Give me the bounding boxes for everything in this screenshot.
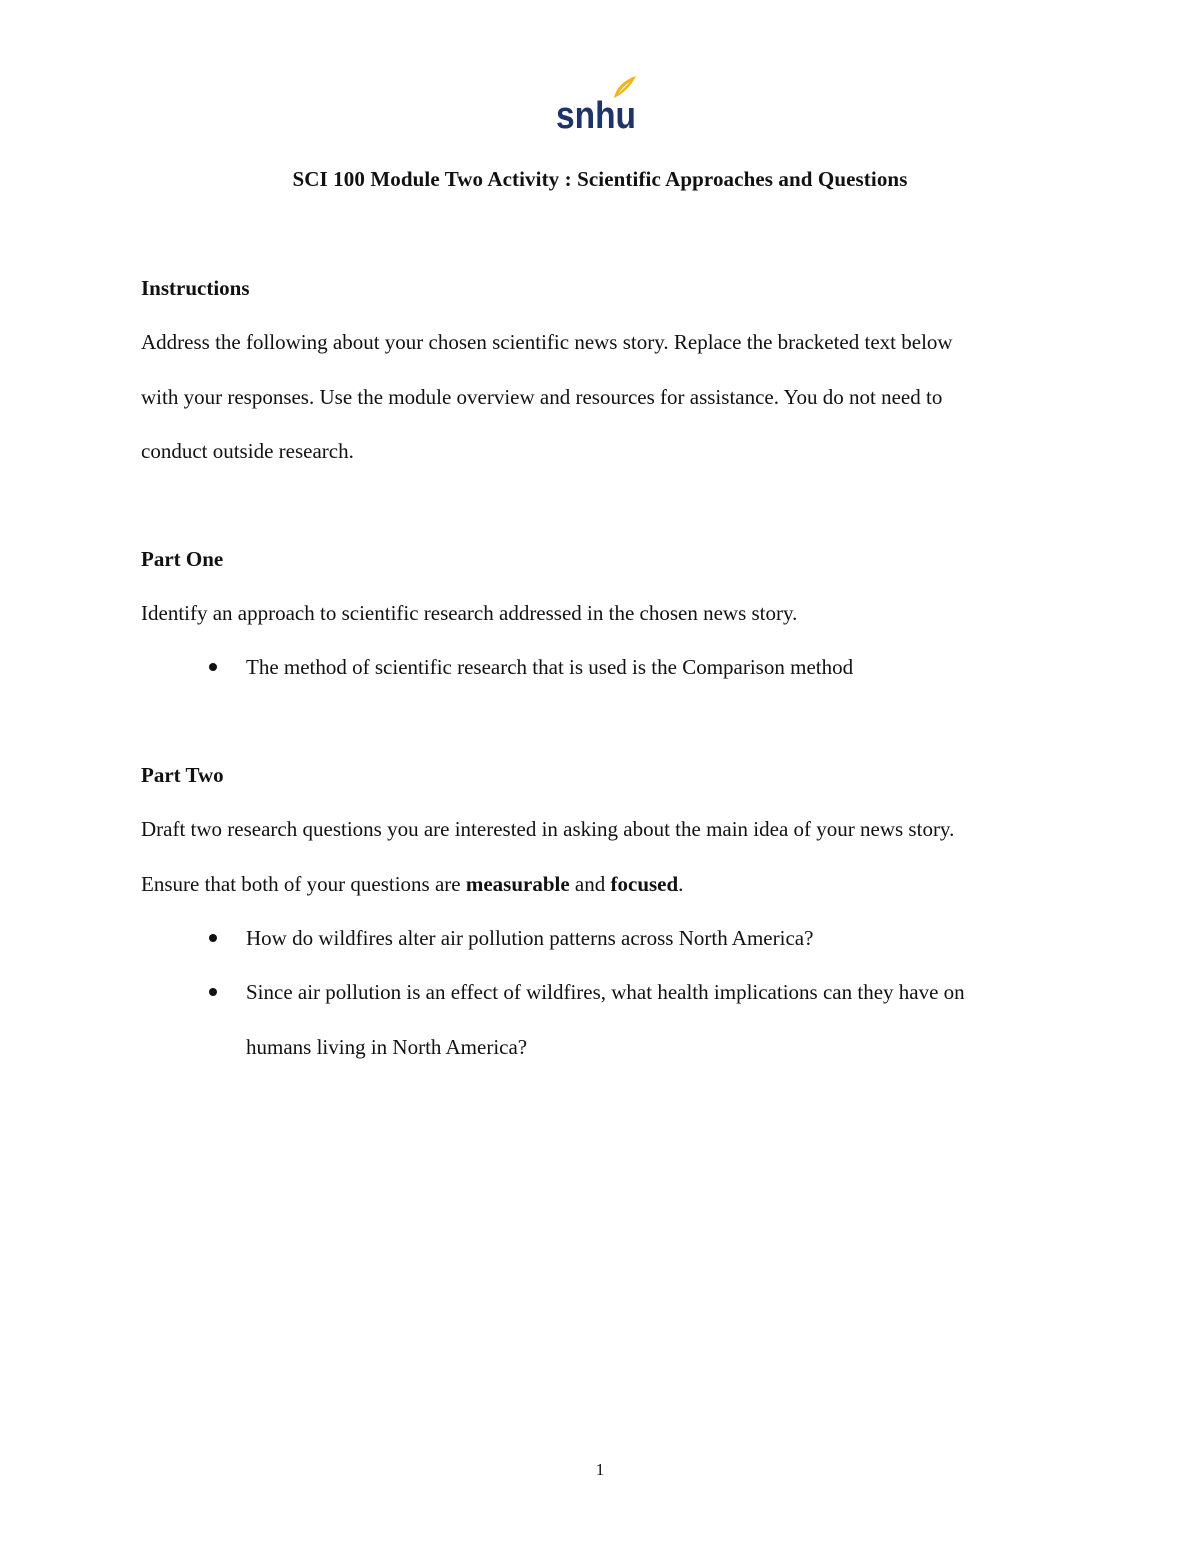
part-two-prompt-line-2: [141, 868, 683, 900]
part-one-prompt: Identify an approach to scientific research addressed in the chosen news story.: [141, 601, 798, 625]
emphasis-measurable: measurable: [465, 872, 570, 896]
prompt-text: Ensure that both of your questions are: [141, 872, 466, 896]
bullet-icon: [209, 988, 217, 996]
snhu-logo-mark: [556, 74, 638, 134]
part-two-prompt-line-1: Draft two research questions you are interested in asking about the main idea of your news story.: [141, 817, 955, 841]
prompt-text: and: [569, 872, 611, 896]
document-title: SCI 100 Module Two Activity : Scientific Approaches and Questions: [292, 167, 908, 191]
instructions-line-3: conduct outside research.: [141, 439, 354, 463]
bullet-text: Since air pollution is an effect of wildfires, what health implications can they have on: [246, 980, 965, 1004]
emphasis-focused: focused: [610, 872, 679, 896]
bullet-text: The method of scientific research that is used is the Comparison method: [246, 655, 854, 679]
bullet-text: How do wildfires alter air pollution patterns across North America?: [246, 926, 814, 950]
part-one-heading: Part One: [141, 547, 224, 571]
page-number: 1: [595, 1460, 605, 1479]
logo-wordmark: snhu: [556, 95, 636, 134]
instructions-heading: Instructions: [141, 276, 250, 300]
snhu-logo: [556, 74, 638, 134]
bullet-icon: [209, 934, 217, 942]
part-two-heading: Part Two: [141, 763, 224, 787]
instructions-line-2: with your responses. Use the module overview and resources for assistance. You do not need to: [141, 385, 943, 409]
bullet-icon: [209, 663, 217, 671]
bullet-text: humans living in North America?: [246, 1035, 528, 1059]
prompt-text: .: [678, 872, 684, 896]
instructions-line-1: Address the following about your chosen scientific news story. Replace the bracketed text below: [141, 330, 953, 354]
